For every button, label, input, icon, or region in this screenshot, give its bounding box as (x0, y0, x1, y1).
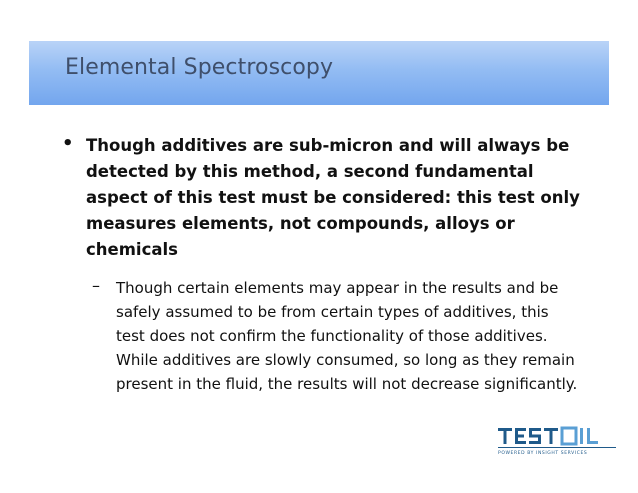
logo-tagline: POWERED BY INSIGHT SERVICES (498, 451, 588, 456)
main-bullet-text: Though additives are sub-micron and will always be detected by this method, a second fundamental aspect of this test must be considered: this test only measures elements, not compounds, alloys or chemicals (86, 136, 580, 259)
logo-wordmark-oil (562, 428, 598, 444)
sub-bullet (92, 276, 582, 396)
sub-bullet-text: Though certain elements may appear in the results and be safely assumed to be from certain types of additives, this test does not confirm the functionality of those additives. While additives are slowly consumed, so long as they remain present in the fluid, the results will not decrease significantly. (116, 279, 578, 393)
bullet-marker: • (62, 133, 74, 154)
slide-title: Elemental Spectroscopy (65, 55, 334, 80)
logo-wordmark (498, 428, 558, 444)
testoil-logo (496, 426, 618, 456)
sub-bullet-marker: – (92, 276, 100, 295)
main-bullet (62, 133, 582, 263)
title-bar (29, 41, 609, 105)
